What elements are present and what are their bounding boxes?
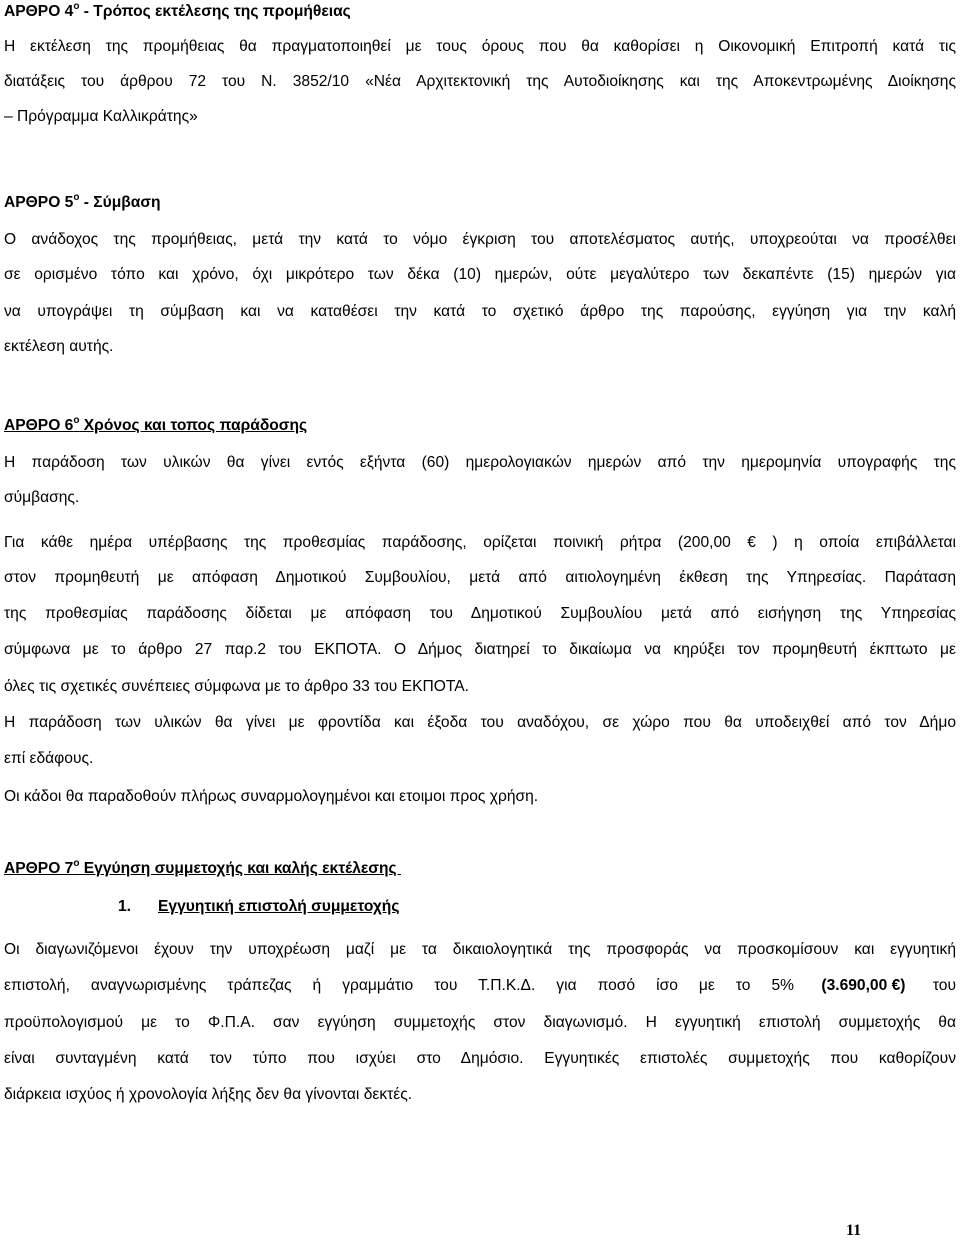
guarantee-amount: (3.690,00 €) — [821, 977, 906, 994]
page-number: 11 — [846, 1222, 862, 1239]
article-6-p3-line-1: Η παράδοση των υλικών θα γίνει με φροντίδα και έξοδα του αναδόχου, σε χώρο που θα υποδειχθεί από τον Δήμο — [4, 714, 956, 731]
article-7-line-1: Οι διαγωνιζόμενοι έχουν την υποχρέωση μαζί με τα δικαιολογητικά της προσφοράς να προσκομίσουν και εγγυητική — [4, 941, 956, 958]
article-7-line-2-text: επιστολή, αναγνωρισμένης τράπεζας ή γραμμάτιο του Τ.Π.Κ.Δ. για ποσό ίσο με το 5% — [4, 977, 794, 994]
article-5-heading: ΑΡΘΡΟ $5^o$ - Σύμβαση — [4, 191, 161, 211]
article-6-p4: Οι κάδοι θα παραδοθούν πλήρως συναρμολογημένοι και ετοιμοι προς χρήση. — [4, 788, 539, 805]
article-5-line-2: σε ορισμένο τόπο και χρόνο, όχι μικρότερο των δέκα (10) ημερών, ούτε μεγαλύτερο των δεκαπέντε (15) ημερών για — [4, 266, 956, 283]
article-5-line-4: εκτέλεση αυτής. — [4, 338, 114, 355]
article-5-line-1: Ο ανάδοχος της προμήθειας, μετά την κατά το νόμο έγκριση του αποτελέσματος αυτής, υποχρεούται να προσέλθει — [4, 231, 956, 248]
article-7-line-5: διάρκεια ισχύος ή χρονολογία λήξης δεν θα γίνονται δεκτές. — [4, 1086, 413, 1103]
article-6-p3-line-2: επί εδάφους. — [4, 750, 94, 767]
article-7-line-4: είναι συνταγμένη κατά τον τύπο που ισχύει στο Δημόσιο. Εγγυητικές επιστολές συμμετοχής που καθορίζουν — [4, 1050, 956, 1067]
article-7-heading: ΑΡΘΡΟ $7^o$ Εγγύηση συμμετοχής και καλής εκτέλεσης — [4, 857, 401, 877]
article-6-p2-line-3: της προθεσμίας παράδοσης δίδεται με απόφαση του Δημοτικού Συμβουλίου μετά από εισήγηση της Υπηρεσίας — [4, 605, 956, 622]
article-6-p2-line-4: σύμφωνα με το άρθρο 27 παρ.2 του ΕΚΠΟΤΑ. Ο Δήμος διατηρεί το δικαίωμα να κηρύξει τον προμηθευτή έκπτωτο με — [4, 641, 956, 658]
article-4-line-1: Η εκτέλεση της προμήθειας θα πραγματοποιηθεί με τους όρους που θα καθορίσει η Οικονομική Επιτροπή κατά τις — [4, 38, 956, 55]
article-6-p2-line-5: όλες τις σχετικές συνέπειες σύμφωνα με το άρθρο 33 του ΕΚΠΟΤΑ. — [4, 678, 469, 695]
article-4-line-3: – Πρόγραμμα Καλλικράτης» — [4, 108, 198, 125]
article-6-p1-line-2: σύμβασης. — [4, 489, 80, 506]
article-6-p2-line-2: στον προμηθευτή με απόφαση Δημοτικού Συμβουλίου, μετά από αιτιολογημένη έκθεση της Υπηρεσίας. Παράταση — [4, 569, 956, 586]
article-4-heading: ΑΡΘΡΟ $4^o$ - Τρόπος εκτέλεσης της προμήθειας — [4, 0, 351, 20]
article-7-line-2-tail: του — [932, 977, 956, 994]
article-6-heading: ΑΡΘΡΟ $6^o$ Χρόνος και τοπος παράδοσης — [4, 414, 308, 434]
article-5-line-3: να υπογράψει τη σύμβαση και να καταθέσει την κατά το σχετικό άρθρο της παρούσης, εγγύηση για την καλή — [4, 303, 956, 320]
article-7-line-3: προϋπολογισμού με το Φ.Π.Α. σαν εγγύηση συμμετοχής στον διαγωνισμό. Η εγγυητική επιστολή συμμετοχής θα — [4, 1014, 956, 1031]
article-7-subheading: 1. Εγγυητική επιστολή συμμετοχής — [118, 898, 400, 915]
article-7-line-2 — [4, 976, 956, 996]
article-4-line-2: διατάξεις του άρθρου 72 του Ν. 3852/10 «Νέα Αρχιτεκτονική της Αυτοδιοίκησης και της Αποκεντρωμένης Διοίκησης — [4, 73, 956, 90]
article-6-p1-line-1: Η παράδοση των υλικών θα γίνει εντός εξήντα (60) ημερολογιακών ημερών από την ημερομηνία υπογραφής της — [4, 454, 956, 471]
article-6-p2-line-1: Για κάθε ημέρα υπέρβασης της προθεσμίας παράδοσης, ορίζεται ποινική ρήτρα (200,00 € ) η οποία επιβάλλεται — [4, 534, 956, 551]
